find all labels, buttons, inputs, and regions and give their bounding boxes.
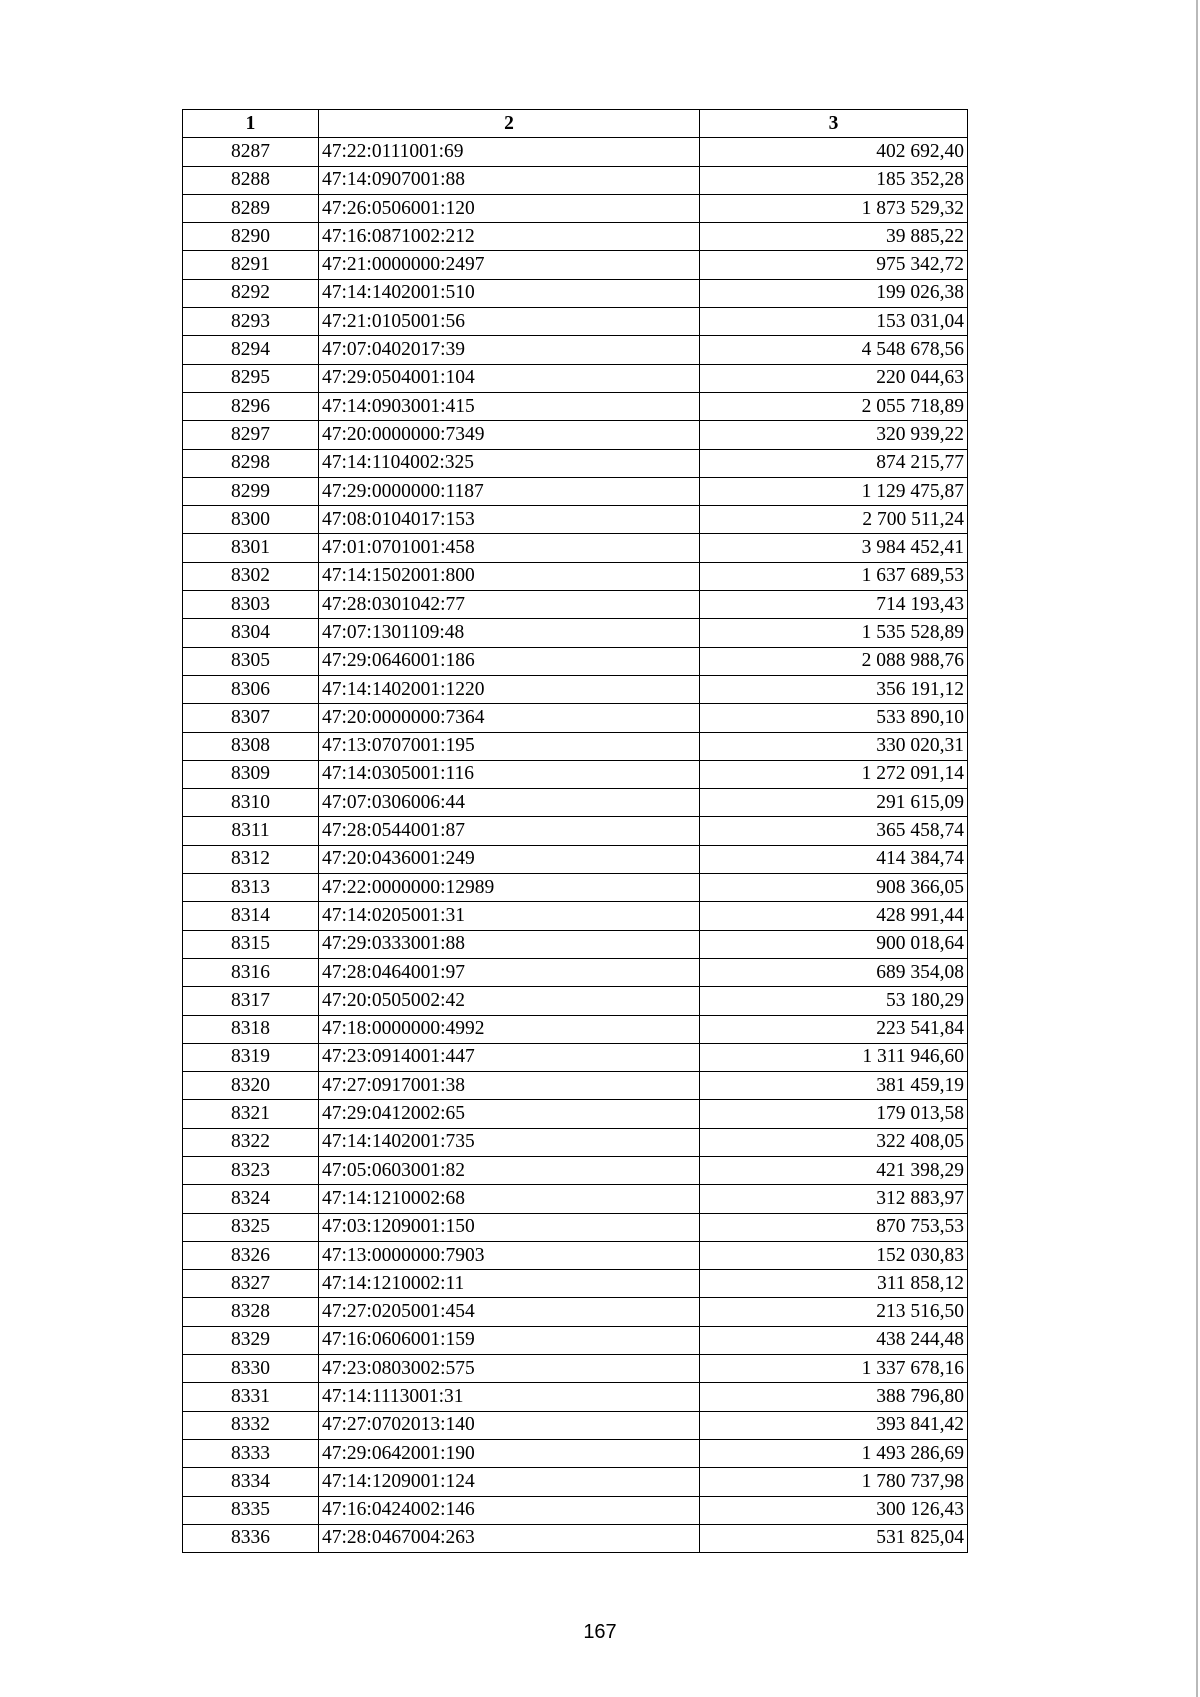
table-row [183,477,968,505]
value-cell: 152 030,83 [700,1241,968,1269]
value-cell: 2 055 718,89 [700,392,968,420]
column-header-1: 1 [183,110,319,138]
value-cell: 874 215,77 [700,449,968,477]
row-number-cell: 8304 [183,619,319,647]
cadastral-number-cell: 47:16:0606001:159 [319,1326,700,1354]
value-cell: 322 408,05 [700,1128,968,1156]
table-row [183,562,968,590]
value-cell: 356 191,12 [700,675,968,703]
cadastral-number-cell: 47:14:0305001:116 [319,760,700,788]
row-number-cell: 8318 [183,1015,319,1043]
table-row [183,449,968,477]
table-row [183,1128,968,1156]
value-cell: 213 516,50 [700,1298,968,1326]
table-row [183,506,968,534]
row-number-cell: 8289 [183,194,319,222]
value-cell: 428 991,44 [700,902,968,930]
value-cell: 3 984 452,41 [700,534,968,562]
value-cell: 533 890,10 [700,704,968,732]
cadastral-number-cell: 47:28:0301042:77 [319,591,700,619]
row-number-cell: 8335 [183,1496,319,1524]
cadastral-number-cell: 47:14:1502001:800 [319,562,700,590]
row-number-cell: 8314 [183,902,319,930]
row-number-cell: 8292 [183,279,319,307]
row-number-cell: 8326 [183,1241,319,1269]
value-cell: 870 753,53 [700,1213,968,1241]
cadastral-number-cell: 47:29:0412002:65 [319,1100,700,1128]
cadastral-number-cell: 47:05:0603001:82 [319,1156,700,1184]
row-number-cell: 8331 [183,1383,319,1411]
table-row [183,1326,968,1354]
cadastral-number-cell: 47:18:0000000:4992 [319,1015,700,1043]
value-cell: 2 088 988,76 [700,647,968,675]
cadastral-number-cell: 47:07:0306006:44 [319,789,700,817]
row-number-cell: 8296 [183,392,319,420]
table-row [183,279,968,307]
row-number-cell: 8333 [183,1439,319,1467]
cadastral-number-cell: 47:29:0000000:1187 [319,477,700,505]
table-row [183,760,968,788]
value-cell: 220 044,63 [700,364,968,392]
table-row [183,1355,968,1383]
row-number-cell: 8291 [183,251,319,279]
cadastral-number-cell: 47:20:0505002:42 [319,987,700,1015]
value-cell: 179 013,58 [700,1100,968,1128]
cadastral-number-cell: 47:28:0544001:87 [319,817,700,845]
cadastral-number-cell: 47:28:0464001:97 [319,958,700,986]
cadastral-number-cell: 47:20:0000000:7349 [319,421,700,449]
table-row [183,1411,968,1439]
cadastral-number-cell: 47:14:1113001:31 [319,1383,700,1411]
value-cell: 900 018,64 [700,930,968,958]
row-number-cell: 8311 [183,817,319,845]
cadastral-number-cell: 47:22:0000000:12989 [319,874,700,902]
table-row [183,789,968,817]
table-row [183,1241,968,1269]
row-number-cell: 8308 [183,732,319,760]
row-number-cell: 8288 [183,166,319,194]
table-row [183,1524,968,1552]
cadastral-number-cell: 47:16:0871002:212 [319,223,700,251]
value-cell: 393 841,42 [700,1411,968,1439]
value-cell: 1 311 946,60 [700,1043,968,1071]
value-cell: 1 272 091,14 [700,760,968,788]
value-cell: 1 637 689,53 [700,562,968,590]
cadastral-number-cell: 47:14:1210002:68 [319,1185,700,1213]
table-row [183,817,968,845]
table-row [183,619,968,647]
cadastral-number-cell: 47:14:0903001:415 [319,392,700,420]
table-row [183,166,968,194]
table-row [183,647,968,675]
row-number-cell: 8302 [183,562,319,590]
value-cell: 1 337 678,16 [700,1355,968,1383]
cadastral-number-cell: 47:27:0917001:38 [319,1072,700,1100]
table-row [183,1043,968,1071]
table-row [183,364,968,392]
value-cell: 908 366,05 [700,874,968,902]
cadastral-number-cell: 47:27:0205001:454 [319,1298,700,1326]
cadastral-number-cell: 47:14:1104002:325 [319,449,700,477]
row-number-cell: 8332 [183,1411,319,1439]
cadastral-number-cell: 47:14:0907001:88 [319,166,700,194]
row-number-cell: 8328 [183,1298,319,1326]
row-number-cell: 8316 [183,958,319,986]
cadastral-number-cell: 47:21:0000000:2497 [319,251,700,279]
table-row [183,336,968,364]
row-number-cell: 8322 [183,1128,319,1156]
value-cell: 1 780 737,98 [700,1468,968,1496]
cadastral-number-cell: 47:20:0436001:249 [319,845,700,873]
table-row [183,138,968,166]
table-row [183,308,968,336]
cadastral-number-cell: 47:14:1210002:11 [319,1270,700,1298]
table-row [183,1156,968,1184]
table-row [183,1468,968,1496]
cadastral-number-cell: 47:20:0000000:7364 [319,704,700,732]
value-cell: 153 031,04 [700,308,968,336]
row-number-cell: 8305 [183,647,319,675]
row-number-cell: 8307 [183,704,319,732]
cadastral-number-cell: 47:07:0402017:39 [319,336,700,364]
cadastral-number-cell: 47:27:0702013:140 [319,1411,700,1439]
cadastral-number-cell: 47:14:1209001:124 [319,1468,700,1496]
cadastral-number-cell: 47:29:0504001:104 [319,364,700,392]
row-number-cell: 8334 [183,1468,319,1496]
table-row [183,704,968,732]
cadastral-number-cell: 47:14:0205001:31 [319,902,700,930]
cadastral-number-cell: 47:29:0646001:186 [319,647,700,675]
cadastral-number-cell: 47:01:0701001:458 [319,534,700,562]
cadastral-number-cell: 47:13:0707001:195 [319,732,700,760]
value-cell: 1 535 528,89 [700,619,968,647]
cadastral-number-cell: 47:16:0424002:146 [319,1496,700,1524]
row-number-cell: 8321 [183,1100,319,1128]
value-cell: 330 020,31 [700,732,968,760]
value-cell: 320 939,22 [700,421,968,449]
row-number-cell: 8298 [183,449,319,477]
table-row [183,732,968,760]
row-number-cell: 8320 [183,1072,319,1100]
table-row [183,930,968,958]
cadastral-number-cell: 47:07:1301109:48 [319,619,700,647]
cadastral-number-cell: 47:22:0111001:69 [319,138,700,166]
table-row [183,1439,968,1467]
cadastral-number-cell: 47:23:0914001:447 [319,1043,700,1071]
value-cell: 1 129 475,87 [700,477,968,505]
table-header [183,110,968,138]
row-number-cell: 8329 [183,1326,319,1354]
row-number-cell: 8301 [183,534,319,562]
value-cell: 311 858,12 [700,1270,968,1298]
table-row [183,591,968,619]
value-cell: 185 352,28 [700,166,968,194]
row-number-cell: 8336 [183,1524,319,1552]
table-row [183,1298,968,1326]
value-cell: 402 692,40 [700,138,968,166]
register-table [182,109,968,1553]
table-row [183,675,968,703]
row-number-cell: 8297 [183,421,319,449]
value-cell: 1 873 529,32 [700,194,968,222]
row-number-cell: 8327 [183,1270,319,1298]
table-row [183,902,968,930]
value-cell: 2 700 511,24 [700,506,968,534]
row-number-cell: 8294 [183,336,319,364]
value-cell: 4 548 678,56 [700,336,968,364]
table-row [183,1383,968,1411]
value-cell: 53 180,29 [700,987,968,1015]
value-cell: 414 384,74 [700,845,968,873]
value-cell: 438 244,48 [700,1326,968,1354]
table-row [183,421,968,449]
table-row [183,1100,968,1128]
page-number: 167 [583,1621,617,1643]
row-number-cell: 8295 [183,364,319,392]
cadastral-number-cell: 47:26:0506001:120 [319,194,700,222]
table-row [183,874,968,902]
value-cell: 223 541,84 [700,1015,968,1043]
table-row [183,1270,968,1298]
table-row [183,223,968,251]
table-body [183,138,968,1553]
row-number-cell: 8312 [183,845,319,873]
row-number-cell: 8303 [183,591,319,619]
row-number-cell: 8319 [183,1043,319,1071]
column-header-2: 2 [319,110,700,138]
value-cell: 531 825,04 [700,1524,968,1552]
value-cell: 300 126,43 [700,1496,968,1524]
row-number-cell: 8315 [183,930,319,958]
row-number-cell: 8313 [183,874,319,902]
table-row [183,194,968,222]
value-cell: 388 796,80 [700,1383,968,1411]
table-row [183,845,968,873]
value-cell: 39 885,22 [700,223,968,251]
value-cell: 421 398,29 [700,1156,968,1184]
table-row [183,534,968,562]
row-number-cell: 8323 [183,1156,319,1184]
row-number-cell: 8324 [183,1185,319,1213]
row-number-cell: 8300 [183,506,319,534]
table-row [183,251,968,279]
table-row [183,1072,968,1100]
value-cell: 975 342,72 [700,251,968,279]
header-row [183,110,968,138]
table-row [183,987,968,1015]
table-row [183,392,968,420]
cadastral-number-cell: 47:03:1209001:150 [319,1213,700,1241]
value-cell: 714 193,43 [700,591,968,619]
table-row [183,958,968,986]
value-cell: 199 026,38 [700,279,968,307]
cadastral-number-cell: 47:29:0642001:190 [319,1439,700,1467]
row-number-cell: 8330 [183,1355,319,1383]
row-number-cell: 8299 [183,477,319,505]
value-cell: 365 458,74 [700,817,968,845]
value-cell: 689 354,08 [700,958,968,986]
cadastral-number-cell: 47:14:1402001:1220 [319,675,700,703]
cadastral-number-cell: 47:08:0104017:153 [319,506,700,534]
cadastral-number-cell: 47:14:1402001:735 [319,1128,700,1156]
value-cell: 291 615,09 [700,789,968,817]
table-row [183,1496,968,1524]
value-cell: 312 883,97 [700,1185,968,1213]
page-edge-divider [1196,0,1198,1697]
cadastral-number-cell: 47:28:0467004:263 [319,1524,700,1552]
table-row [183,1015,968,1043]
cadastral-number-cell: 47:23:0803002:575 [319,1355,700,1383]
cadastral-number-cell: 47:29:0333001:88 [319,930,700,958]
table-row [183,1213,968,1241]
value-cell: 381 459,19 [700,1072,968,1100]
column-header-3: 3 [700,110,968,138]
row-number-cell: 8306 [183,675,319,703]
row-number-cell: 8290 [183,223,319,251]
row-number-cell: 8287 [183,138,319,166]
row-number-cell: 8310 [183,789,319,817]
row-number-cell: 8293 [183,308,319,336]
table-row [183,1185,968,1213]
row-number-cell: 8325 [183,1213,319,1241]
cadastral-number-cell: 47:13:0000000:7903 [319,1241,700,1269]
row-number-cell: 8317 [183,987,319,1015]
row-number-cell: 8309 [183,760,319,788]
value-cell: 1 493 286,69 [700,1439,968,1467]
cadastral-number-cell: 47:14:1402001:510 [319,279,700,307]
cadastral-number-cell: 47:21:0105001:56 [319,308,700,336]
